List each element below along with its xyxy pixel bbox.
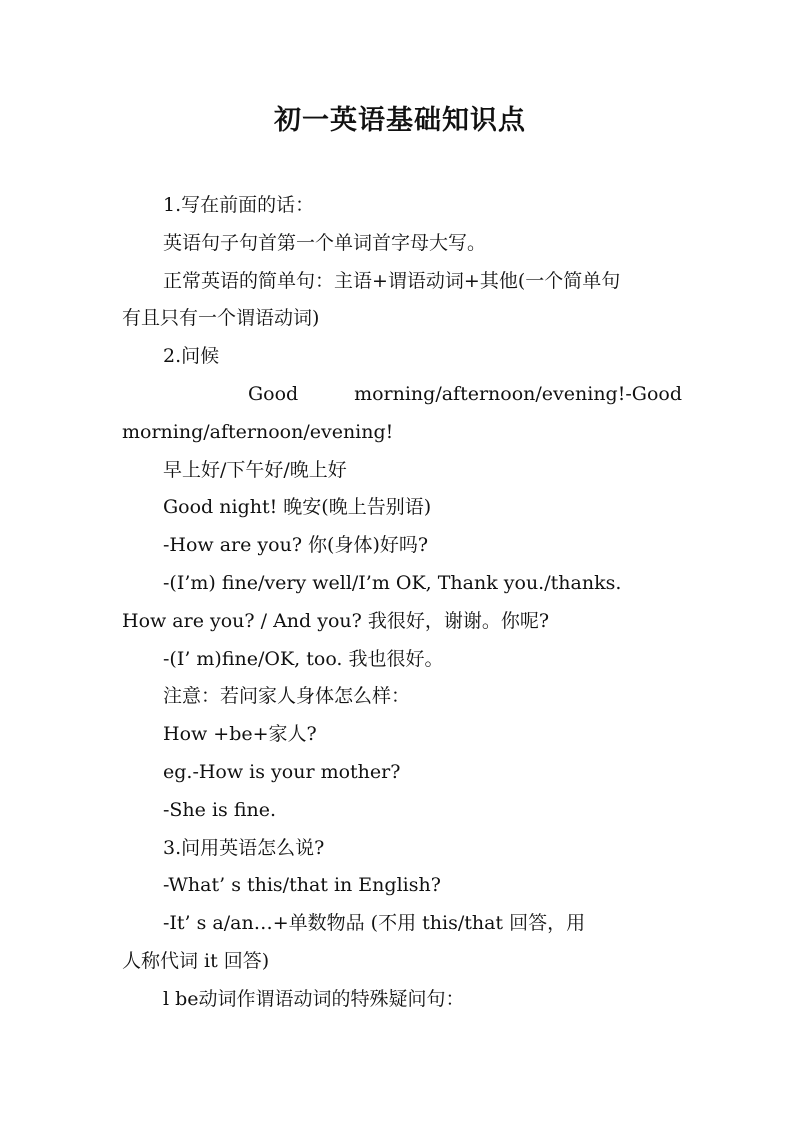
paragraph-line: -(I’ m)fine/OK, too. 我也很好。 [163, 647, 444, 670]
greeting-word: Good [248, 382, 299, 405]
paragraph-line-continued: morning/afternoon/evening! [122, 420, 394, 443]
document-title: 初一英语基础知识点 [274, 105, 526, 136]
paragraph-line: -It’ s a/an…+单数物品 (不用 this/that 回答，用 [163, 912, 586, 935]
example-line: eg.-How is your mother? [163, 760, 401, 783]
justified-greeting-line [122, 376, 682, 414]
section-heading-1: 1.写在前面的话： [163, 194, 315, 216]
section-heading-3: 3.问用英语怎么说? [163, 836, 325, 859]
paragraph-line: l be动词作谓语动词的特殊疑问句： [163, 987, 465, 1010]
paragraph-line: 早上好/下午好/晚上好 [163, 458, 347, 481]
paragraph-line: How +be+家人? [163, 723, 317, 746]
paragraph-line: Good night! 晚安(晚上告别语) [163, 496, 432, 519]
paragraph-line: 英语句子句首第一个单词首字母大写。 [163, 231, 487, 254]
section-heading-2: 2.问候 [163, 345, 220, 368]
document-body [122, 187, 682, 1019]
paragraph-line-continued: 有且只有一个谓语动词) [122, 307, 320, 330]
paragraph-line: 正常英语的简单句：主语+谓语动词+其他(一个简单句 [163, 269, 621, 292]
paragraph-line-continued: How are you? / And you? 我很好，谢谢。你呢? [122, 609, 550, 632]
paragraph-line: -(I’m) fine/very well/I’m OK, Thank you./thanks. [163, 571, 622, 594]
paragraph-line-continued: 人称代词 it 回答) [122, 949, 270, 972]
note-line: 注意：若问家人身体怎么样： [163, 685, 411, 708]
paragraph-line: -She is fine. [163, 798, 277, 821]
paragraph-line: -What’ s this/that in English? [163, 874, 441, 897]
paragraph-line: -How are you? 你(身体)好吗? [163, 534, 429, 557]
greeting-phrase: morning/afternoon/evening!-Good [354, 382, 682, 405]
